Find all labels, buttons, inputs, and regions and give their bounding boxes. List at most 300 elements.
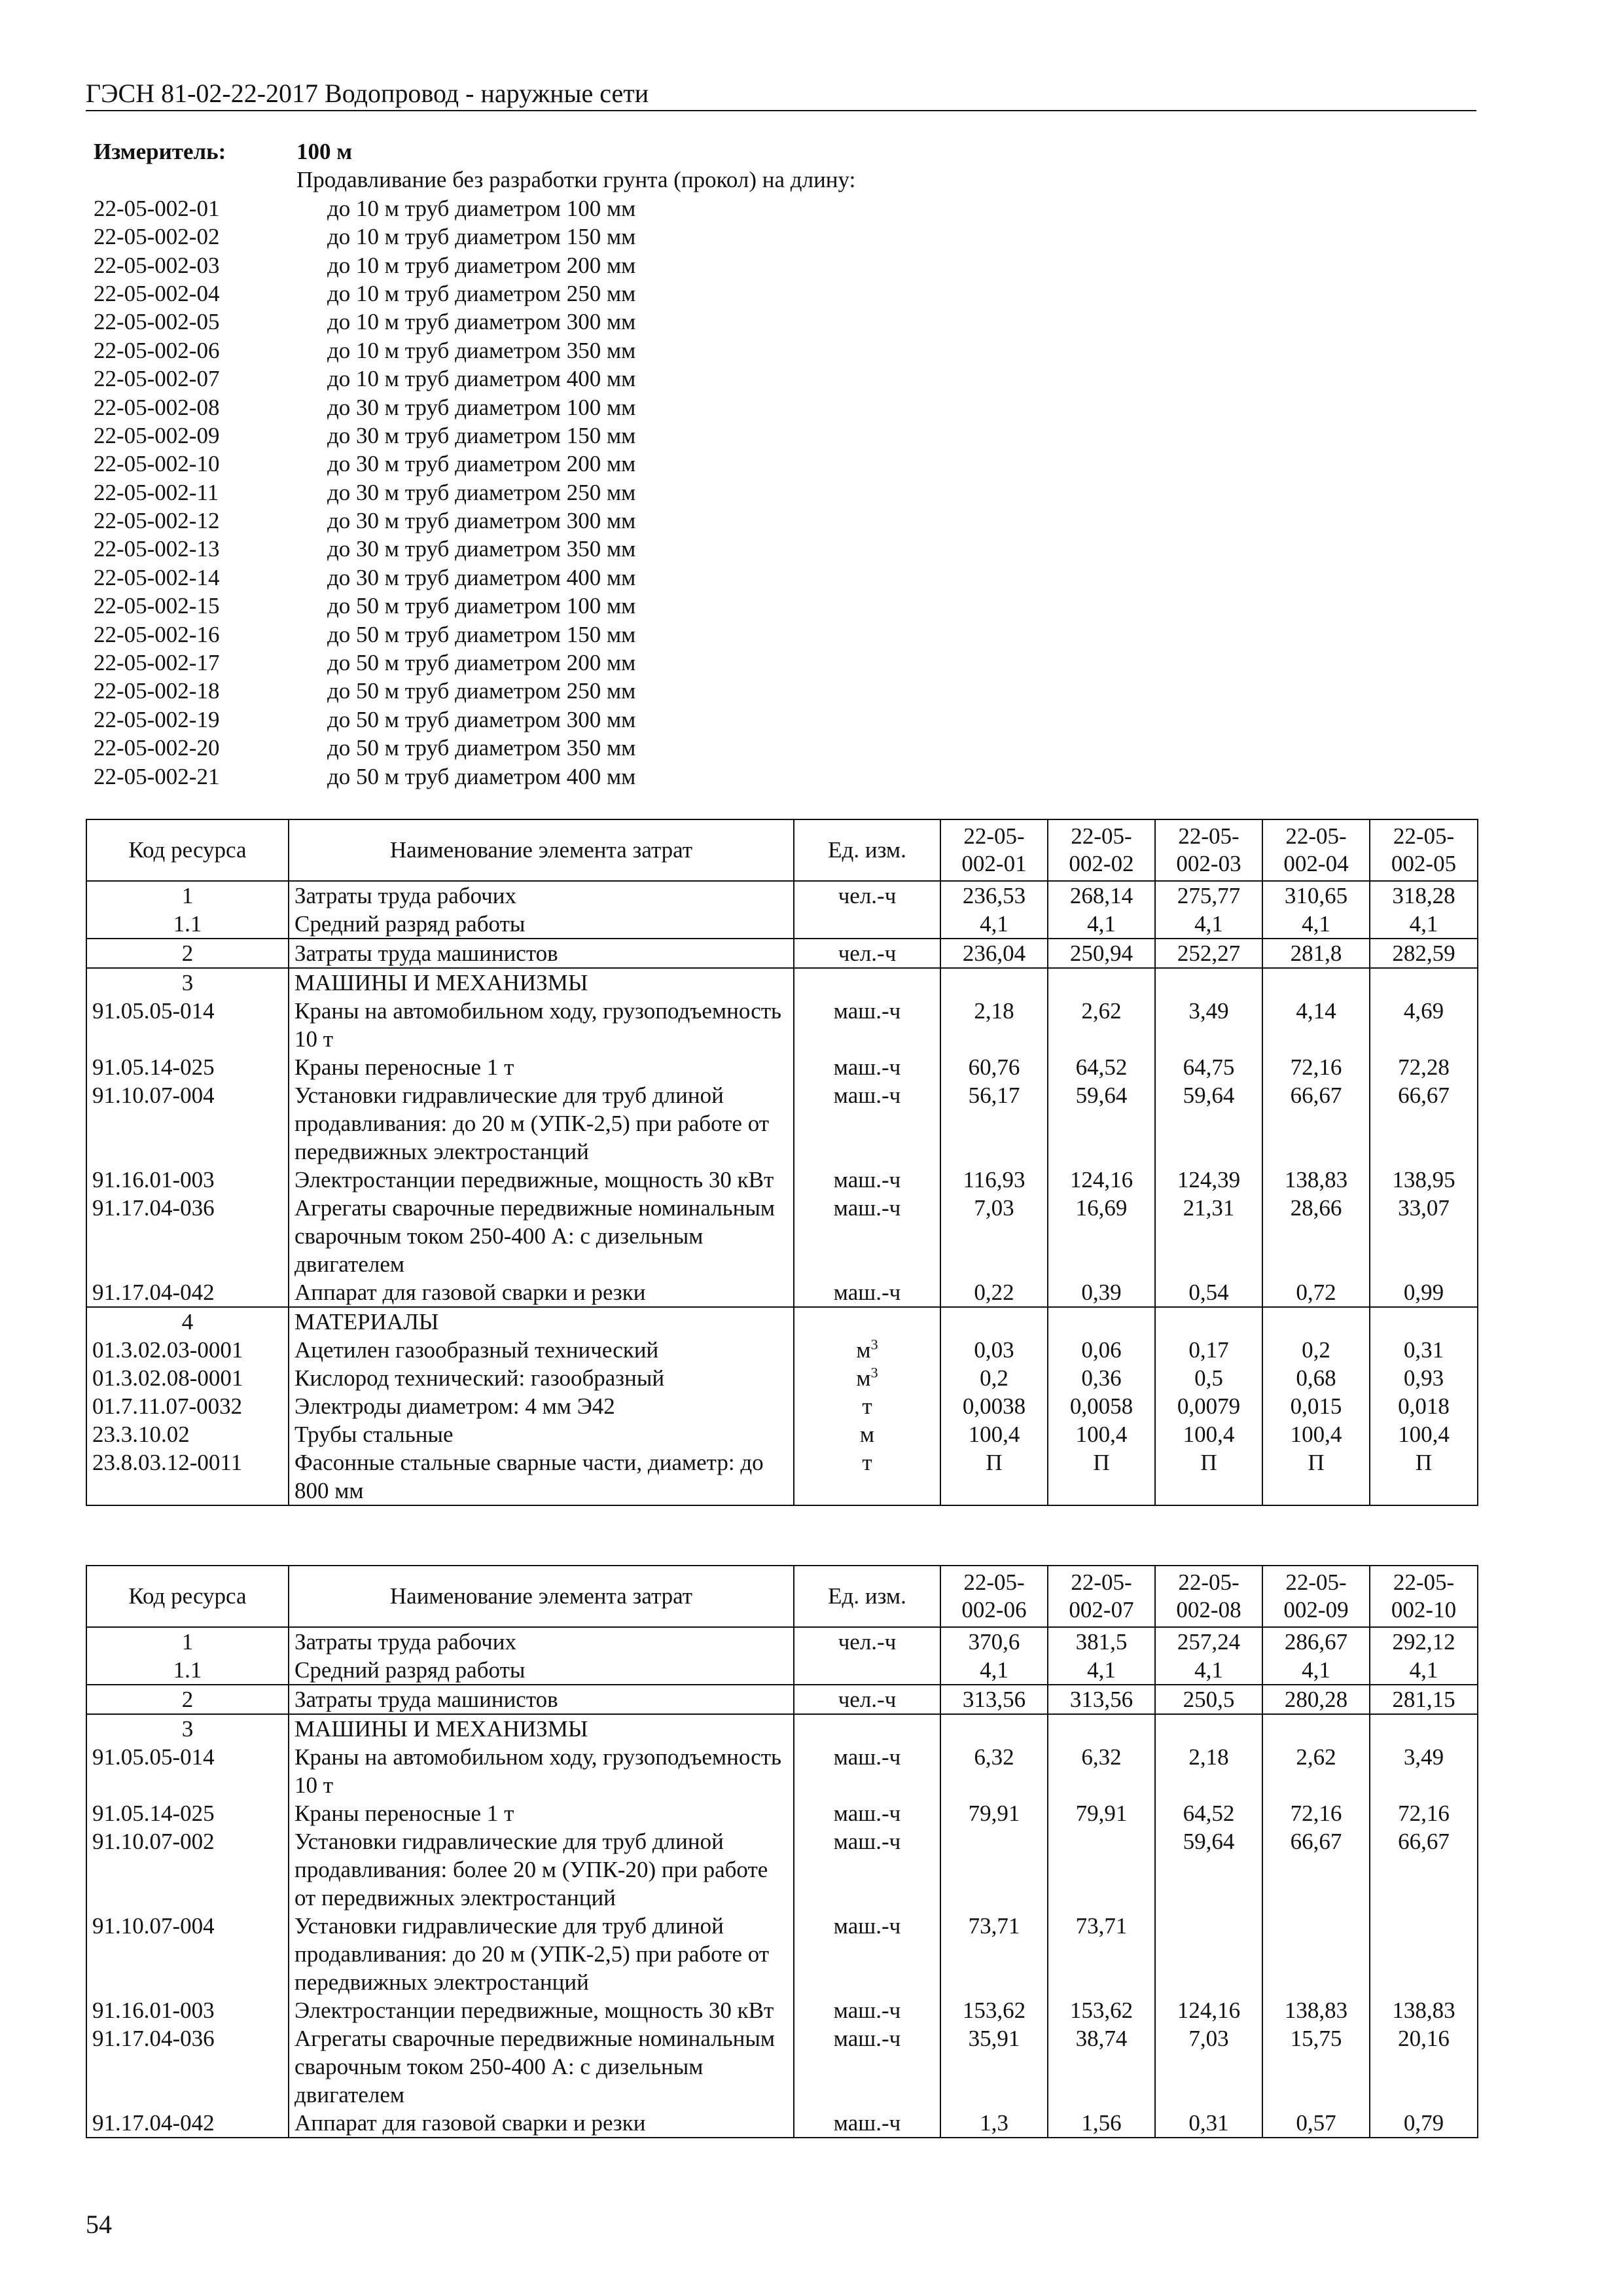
table-header-row [86, 1566, 1478, 1627]
table-header-row [86, 819, 1478, 881]
unit-cell [794, 1714, 940, 1743]
value-cell: 0,015 [1262, 1392, 1370, 1420]
value-cell: 124,16 [1048, 1166, 1155, 1194]
value-cell: 72,16 [1262, 1799, 1370, 1827]
value-cell: 28,66 [1262, 1194, 1370, 1278]
unit-text: маш.-ч [833, 1913, 901, 1939]
unit-text: м [856, 1337, 871, 1363]
header-col [1155, 1566, 1262, 1627]
measure-item-code: 22-05-002-19 [94, 706, 220, 732]
header-col-line1: 22-05- [1071, 823, 1132, 849]
value-cell: 0,0058 [1048, 1392, 1155, 1420]
measure-item-code: 22-05-002-21 [94, 763, 220, 789]
resource-name-cell: Агрегаты сварочные передвижные номинальным сварочным током 250-400 А: с дизельным двигателем [289, 2024, 794, 2109]
measure-item-code: 22-05-002-13 [94, 536, 220, 562]
measure-item-code: 22-05-002-09 [94, 422, 220, 448]
value-cell: 0,54 [1155, 1278, 1262, 1307]
measure-item-text: до 50 м труб диаметром 250 мм [327, 678, 636, 704]
header-col-line2: 002-01 [961, 851, 1027, 876]
value-cell: 0,5 [1155, 1364, 1262, 1392]
unit-cell [794, 1278, 940, 1307]
resource-code-cell: 91.16.01-003 [86, 1166, 289, 1194]
unit-cell [794, 1053, 940, 1081]
unit-cell [794, 968, 940, 997]
value-cell: 0,0079 [1155, 1392, 1262, 1420]
resource-code-cell: 1 [86, 881, 289, 910]
header-col-line1: 22-05- [1178, 1570, 1240, 1595]
value-cell: 2,18 [1155, 1743, 1262, 1799]
unit-cell [794, 1194, 940, 1278]
header-col-line1: 22-05- [963, 1570, 1025, 1595]
measure-item-code: 22-05-002-12 [94, 508, 220, 534]
resource-name-cell: МАШИНЫ И МЕХАНИЗМЫ [289, 968, 794, 997]
resource-name-cell: Затраты труда рабочих [289, 881, 794, 910]
resource-table-2 [86, 1565, 1478, 2138]
header-col [1262, 1566, 1370, 1627]
unit-cell [794, 910, 940, 939]
value-cell: 100,4 [1048, 1420, 1155, 1448]
header-col-line1: 22-05- [1285, 823, 1347, 849]
header-col [1048, 819, 1155, 881]
measure-item-code: 22-05-002-07 [94, 366, 220, 392]
value-cell [940, 1714, 1048, 1743]
unit-cell [794, 1364, 940, 1392]
measure-item-text: до 30 м труб диаметром 350 мм [327, 536, 636, 562]
value-cell: 4,1 [1262, 910, 1370, 939]
value-cell: 313,56 [1048, 1685, 1155, 1714]
value-cell: 59,64 [1048, 1081, 1155, 1166]
resource-name-cell: МАШИНЫ И МЕХАНИЗМЫ [289, 1714, 794, 1743]
resource-code-cell: 91.05.14-025 [86, 1799, 289, 1827]
resource-name-cell: Электростанции передвижные, мощность 30 кВт [289, 1166, 794, 1194]
resource-code-cell: 23.3.10.02 [86, 1420, 289, 1448]
table-row [86, 1194, 1478, 1278]
resource-table-1 [86, 819, 1478, 1506]
resource-code-cell: 01.3.02.03-0001 [86, 1336, 289, 1364]
unit-text: чел.-ч [838, 1687, 897, 1712]
header-col-line2: 002-02 [1069, 851, 1134, 876]
table-row [86, 1912, 1478, 1996]
unit-cell [794, 1307, 940, 1336]
resource-code-cell: 91.17.04-042 [86, 1278, 289, 1307]
measure-item-text: до 50 м труб диаметром 100 мм [327, 593, 636, 619]
header-col-line2: 002-08 [1176, 1597, 1241, 1623]
measure-item-code: 22-05-002-20 [94, 735, 220, 761]
unit-text: маш.-ч [833, 998, 901, 1024]
resource-code-cell: 2 [86, 939, 289, 968]
table-row [86, 1714, 1478, 1743]
measure-description: Продавливание без разработки грунта (прокол) на длину: [296, 167, 856, 193]
unit-text: чел.-ч [838, 883, 897, 908]
value-cell: 0,0038 [940, 1392, 1048, 1420]
value-cell [1262, 1307, 1370, 1336]
unit-text: маш.-ч [833, 2026, 901, 2051]
resource-code-cell: 91.10.07-004 [86, 1081, 289, 1166]
header-col-line2: 002-04 [1283, 851, 1349, 876]
measure-item-text: до 10 м труб диаметром 200 мм [327, 252, 636, 278]
table-row [86, 1081, 1478, 1166]
unit-cell [794, 1743, 940, 1799]
resource-code-cell: 91.16.01-003 [86, 1996, 289, 2024]
value-cell: 7,03 [1155, 2024, 1262, 2109]
measure-item-text: до 30 м труб диаметром 200 мм [327, 451, 636, 477]
resource-name-cell: Агрегаты сварочные передвижные номинальным сварочным током 250-400 А: с дизельным двигателем [289, 1194, 794, 1278]
value-cell: 4,1 [1048, 910, 1155, 939]
unit-cell [794, 1392, 940, 1420]
resource-name-cell: Аппарат для газовой сварки и резки [289, 1278, 794, 1307]
value-cell: 286,67 [1262, 1627, 1370, 1656]
measure-item-code: 22-05-002-11 [94, 479, 219, 505]
value-cell: 2,62 [1048, 997, 1155, 1053]
value-cell: 21,31 [1155, 1194, 1262, 1278]
unit-cell [794, 1627, 940, 1656]
header-col-line1: 22-05- [1178, 823, 1240, 849]
table-row [86, 1743, 1478, 1799]
value-cell: 7,03 [940, 1194, 1048, 1278]
value-cell: 66,67 [1370, 1081, 1478, 1166]
value-cell: 59,64 [1155, 1827, 1262, 1912]
unit-text: маш.-ч [833, 1083, 901, 1108]
value-cell: 0,22 [940, 1278, 1048, 1307]
value-cell: 4,1 [1155, 910, 1262, 939]
resource-name-cell: Электростанции передвижные, мощность 30 кВт [289, 1996, 794, 2024]
table-row [86, 1627, 1478, 1656]
value-cell: 268,14 [1048, 881, 1155, 910]
unit-cell [794, 1166, 940, 1194]
value-cell: 56,17 [940, 1081, 1048, 1166]
header-col [1262, 819, 1370, 881]
table-row [86, 968, 1478, 997]
table-row [86, 1336, 1478, 1364]
unit-cell [794, 1685, 940, 1714]
value-cell: 280,28 [1262, 1685, 1370, 1714]
value-cell: 59,64 [1155, 1081, 1262, 1166]
header-col-line2: 002-09 [1283, 1597, 1349, 1623]
resource-code-cell: 91.05.05-014 [86, 1743, 289, 1799]
value-cell [1155, 1714, 1262, 1743]
value-cell: 1,3 [940, 2109, 1048, 2138]
value-cell: 0,31 [1155, 2109, 1262, 2138]
unit-text: т [862, 1393, 872, 1419]
value-cell: 252,27 [1155, 939, 1262, 968]
resource-code-cell: 3 [86, 1714, 289, 1743]
unit-text: чел.-ч [838, 1629, 897, 1655]
resource-code-cell: 91.05.14-025 [86, 1053, 289, 1081]
value-cell: 72,16 [1370, 1799, 1478, 1827]
value-cell: 20,16 [1370, 2024, 1478, 2109]
value-cell: 73,71 [1048, 1912, 1155, 1996]
header-col-line2: 002-03 [1176, 851, 1241, 876]
unit-text: маш.-ч [833, 1801, 901, 1826]
table-row [86, 1278, 1478, 1307]
resource-name-cell: Трубы стальные [289, 1420, 794, 1448]
value-cell [1370, 1714, 1478, 1743]
value-cell: 275,77 [1155, 881, 1262, 910]
value-cell: 79,91 [940, 1799, 1048, 1827]
measure-item-text: до 10 м труб диаметром 350 мм [327, 337, 636, 363]
value-cell: 66,67 [1262, 1081, 1370, 1166]
unit-text: маш.-ч [833, 1167, 901, 1193]
value-cell: 292,12 [1370, 1627, 1478, 1656]
unit-cell [794, 1420, 940, 1448]
unit-cell [794, 1912, 940, 1996]
value-cell: 16,69 [1048, 1194, 1155, 1278]
measure-item-text: до 30 м труб диаметром 250 мм [327, 479, 636, 505]
value-cell [1155, 968, 1262, 997]
unit-text: м [856, 1365, 871, 1391]
resource-name-cell: Установки гидравлические для труб длиной продавливания: более 20 м (УПК-20) при работе от передвижных электростанций [289, 1827, 794, 1912]
measure-unit: 100 м [296, 139, 353, 164]
value-cell [1262, 1912, 1370, 1996]
resource-code-cell: 4 [86, 1307, 289, 1336]
value-cell [1048, 1827, 1155, 1912]
header-col-line2: 002-06 [961, 1597, 1027, 1623]
value-cell: 6,32 [940, 1743, 1048, 1799]
value-cell [1155, 1307, 1262, 1336]
unit-text: маш.-ч [833, 1744, 901, 1770]
table-row [86, 1364, 1478, 1392]
value-cell: 0,79 [1370, 2109, 1478, 2138]
header-col [940, 819, 1048, 881]
table-row [86, 2024, 1478, 2109]
resource-code-cell: 91.05.05-014 [86, 997, 289, 1053]
value-cell: 0,93 [1370, 1364, 1478, 1392]
unit-cell [794, 2109, 940, 2138]
value-cell: 236,04 [940, 939, 1048, 968]
measure-item-text: до 50 м труб диаметром 350 мм [327, 735, 636, 761]
measure-label: Измеритель: [94, 139, 226, 164]
value-cell [1048, 1307, 1155, 1336]
unit-text: т [862, 1450, 872, 1475]
table-row [86, 1448, 1478, 1505]
resource-name-cell: Электроды диаметром: 4 мм Э42 [289, 1392, 794, 1420]
resource-name-cell: Средний разряд работы [289, 1656, 794, 1685]
value-cell: 100,4 [1370, 1420, 1478, 1448]
unit-cell [794, 1656, 940, 1685]
value-cell: П [1048, 1448, 1155, 1505]
value-cell: П [1155, 1448, 1262, 1505]
value-cell: 0,17 [1155, 1336, 1262, 1364]
value-cell: 0,018 [1370, 1392, 1478, 1420]
value-cell: 73,71 [940, 1912, 1048, 1996]
resource-name-cell: Средний разряд работы [289, 910, 794, 939]
measure-item-text: до 50 м труб диаметром 400 мм [327, 763, 636, 789]
value-cell: 124,16 [1155, 1996, 1262, 2024]
page-number: 54 [86, 2210, 112, 2239]
resource-name-cell: Краны переносные 1 т [289, 1053, 794, 1081]
table-row [86, 2109, 1478, 2138]
header-col-line1: 22-05- [1393, 823, 1455, 849]
table-row [86, 1392, 1478, 1420]
value-cell: 250,94 [1048, 939, 1155, 968]
table-row [86, 997, 1478, 1053]
value-cell: 0,57 [1262, 2109, 1370, 2138]
value-cell: П [940, 1448, 1048, 1505]
value-cell: 2,18 [940, 997, 1048, 1053]
value-cell: 72,16 [1262, 1053, 1370, 1081]
resource-code-cell: 1.1 [86, 910, 289, 939]
unit-cell [794, 1799, 940, 1827]
unit-text: маш.-ч [833, 1998, 901, 2023]
measure-item-code: 22-05-002-04 [94, 280, 220, 306]
unit-superscript: 3 [870, 1336, 878, 1353]
measure-item-text: до 10 м труб диаметром 150 мм [327, 224, 636, 250]
value-cell: 64,75 [1155, 1053, 1262, 1081]
value-cell: 0,68 [1262, 1364, 1370, 1392]
unit-text: маш.-ч [833, 1195, 901, 1221]
resource-code-cell: 01.7.11.07-0032 [86, 1392, 289, 1420]
resource-name-cell: Фасонные стальные сварные части, диаметр: до 800 мм [289, 1448, 794, 1505]
unit-cell [794, 1827, 940, 1912]
value-cell: 100,4 [1262, 1420, 1370, 1448]
value-cell: 4,1 [1370, 1656, 1478, 1685]
measure-item-text: до 10 м труб диаметром 300 мм [327, 309, 636, 335]
value-cell: 4,1 [1048, 1656, 1155, 1685]
unit-text: чел.-ч [838, 941, 897, 966]
measure-item-text: до 10 м труб диаметром 100 мм [327, 195, 636, 221]
value-cell: 381,5 [1048, 1627, 1155, 1656]
value-cell: 0,39 [1048, 1278, 1155, 1307]
unit-text: м [859, 1422, 875, 1447]
value-cell: 138,83 [1262, 1996, 1370, 2024]
measure-item-text: до 30 м труб диаметром 100 мм [327, 394, 636, 420]
header-col-line1: 22-05- [1393, 1570, 1455, 1595]
value-cell: 236,53 [940, 881, 1048, 910]
header-divider [86, 110, 1476, 111]
table-row [86, 1420, 1478, 1448]
unit-cell [794, 1081, 940, 1166]
unit-cell [794, 997, 940, 1053]
value-cell: 66,67 [1262, 1827, 1370, 1912]
measure-item-code: 22-05-002-17 [94, 650, 220, 676]
value-cell: 4,1 [940, 1656, 1048, 1685]
value-cell: 0,06 [1048, 1336, 1155, 1364]
value-cell [1155, 1912, 1262, 1996]
value-cell: 313,56 [940, 1685, 1048, 1714]
unit-cell [794, 1336, 940, 1364]
resource-name-cell: Краны на автомобильном ходу, грузоподъемность 10 т [289, 997, 794, 1053]
value-cell: 4,1 [1262, 1656, 1370, 1685]
resource-name-cell: Затраты труда машинистов [289, 1685, 794, 1714]
value-cell: 79,91 [1048, 1799, 1155, 1827]
header-col [940, 1566, 1048, 1627]
value-cell: 281,15 [1370, 1685, 1478, 1714]
value-cell: 100,4 [1155, 1420, 1262, 1448]
header-col [1370, 1566, 1478, 1627]
value-cell: 4,69 [1370, 997, 1478, 1053]
resource-name-cell: Краны переносные 1 т [289, 1799, 794, 1827]
value-cell: 138,83 [1262, 1166, 1370, 1194]
value-cell: 138,95 [1370, 1166, 1478, 1194]
value-cell: 0,72 [1262, 1278, 1370, 1307]
header-col-line1: 22-05- [963, 823, 1025, 849]
resource-code-cell: 1.1 [86, 1656, 289, 1685]
table-row [86, 1996, 1478, 2024]
value-cell [1048, 968, 1155, 997]
measure-item-code: 22-05-002-01 [94, 195, 220, 221]
value-cell: 257,24 [1155, 1627, 1262, 1656]
resource-name-cell: МАТЕРИАЛЫ [289, 1307, 794, 1336]
unit-cell [794, 939, 940, 968]
measure-item-text: до 50 м труб диаметром 200 мм [327, 650, 636, 676]
resource-code-cell: 1 [86, 1627, 289, 1656]
resource-code-cell: 91.17.04-042 [86, 2109, 289, 2138]
resource-name-cell: Ацетилен газообразный технический [289, 1336, 794, 1364]
measure-item-text: до 10 м труб диаметром 400 мм [327, 366, 636, 392]
measure-item-text: до 30 м труб диаметром 300 мм [327, 508, 636, 534]
measure-item-code: 22-05-002-05 [94, 309, 220, 335]
header-col [1048, 1566, 1155, 1627]
header-name: Наименование элемента затрат [289, 1566, 794, 1627]
value-cell: 153,62 [1048, 1996, 1155, 2024]
value-cell: 33,07 [1370, 1194, 1478, 1278]
header-name: Наименование элемента затрат [289, 819, 794, 881]
resource-code-cell: 91.17.04-036 [86, 2024, 289, 2109]
resource-name-cell: Затраты труда машинистов [289, 939, 794, 968]
value-cell: 124,39 [1155, 1166, 1262, 1194]
value-cell: 38,74 [1048, 2024, 1155, 2109]
value-cell: П [1370, 1448, 1478, 1505]
table-row [86, 1685, 1478, 1714]
resource-name-cell: Аппарат для газовой сварки и резки [289, 2109, 794, 2138]
value-cell: 2,62 [1262, 1743, 1370, 1799]
unit-superscript: 3 [870, 1364, 878, 1381]
value-cell: 60,76 [940, 1053, 1048, 1081]
resource-code-cell: 3 [86, 968, 289, 997]
table-row [86, 1307, 1478, 1336]
value-cell: 64,52 [1048, 1053, 1155, 1081]
resource-name-cell: Краны на автомобильном ходу, грузоподъемность 10 т [289, 1743, 794, 1799]
page-header-title: ГЭСН 81-02-22-2017 Водопровод - наружные сети [86, 79, 649, 108]
resource-name-cell: Установки гидравлические для труб длиной продавливания: до 20 м (УПК-2,5) при работе от передвижных электростанций [289, 1081, 794, 1166]
value-cell: 282,59 [1370, 939, 1478, 968]
measure-item-code: 22-05-002-02 [94, 224, 220, 250]
value-cell: 3,49 [1370, 1743, 1478, 1799]
measure-item-code: 22-05-002-03 [94, 252, 220, 278]
value-cell: 0,03 [940, 1336, 1048, 1364]
value-cell: 0,31 [1370, 1336, 1478, 1364]
table-row [86, 910, 1478, 939]
measure-item-code: 22-05-002-08 [94, 394, 220, 420]
value-cell: 66,67 [1370, 1827, 1478, 1912]
measure-item-text: до 50 м труб диаметром 150 мм [327, 621, 636, 647]
unit-text: маш.-ч [833, 1829, 901, 1854]
value-cell: 35,91 [940, 2024, 1048, 2109]
value-cell: П [1262, 1448, 1370, 1505]
measure-item-code: 22-05-002-10 [94, 451, 220, 477]
value-cell [940, 968, 1048, 997]
unit-text: маш.-ч [833, 1054, 901, 1080]
header-unit: Ед. изм. [794, 819, 940, 881]
measure-item-code: 22-05-002-18 [94, 678, 220, 704]
value-cell: 72,28 [1370, 1053, 1478, 1081]
value-cell [1370, 1307, 1478, 1336]
value-cell: 1,56 [1048, 2109, 1155, 2138]
table-row [86, 939, 1478, 968]
value-cell [1262, 1714, 1370, 1743]
header-unit: Ед. изм. [794, 1566, 940, 1627]
unit-text: маш.-ч [833, 2110, 901, 2136]
value-cell: 0,2 [1262, 1336, 1370, 1364]
value-cell: 153,62 [940, 1996, 1048, 2024]
resource-code-cell: 91.17.04-036 [86, 1194, 289, 1278]
value-cell: 4,1 [940, 910, 1048, 939]
value-cell: 100,4 [940, 1420, 1048, 1448]
table-row [86, 1053, 1478, 1081]
header-code: Код ресурса [86, 819, 289, 881]
resource-code-cell: 2 [86, 1685, 289, 1714]
measure-item-code: 22-05-002-06 [94, 337, 220, 363]
